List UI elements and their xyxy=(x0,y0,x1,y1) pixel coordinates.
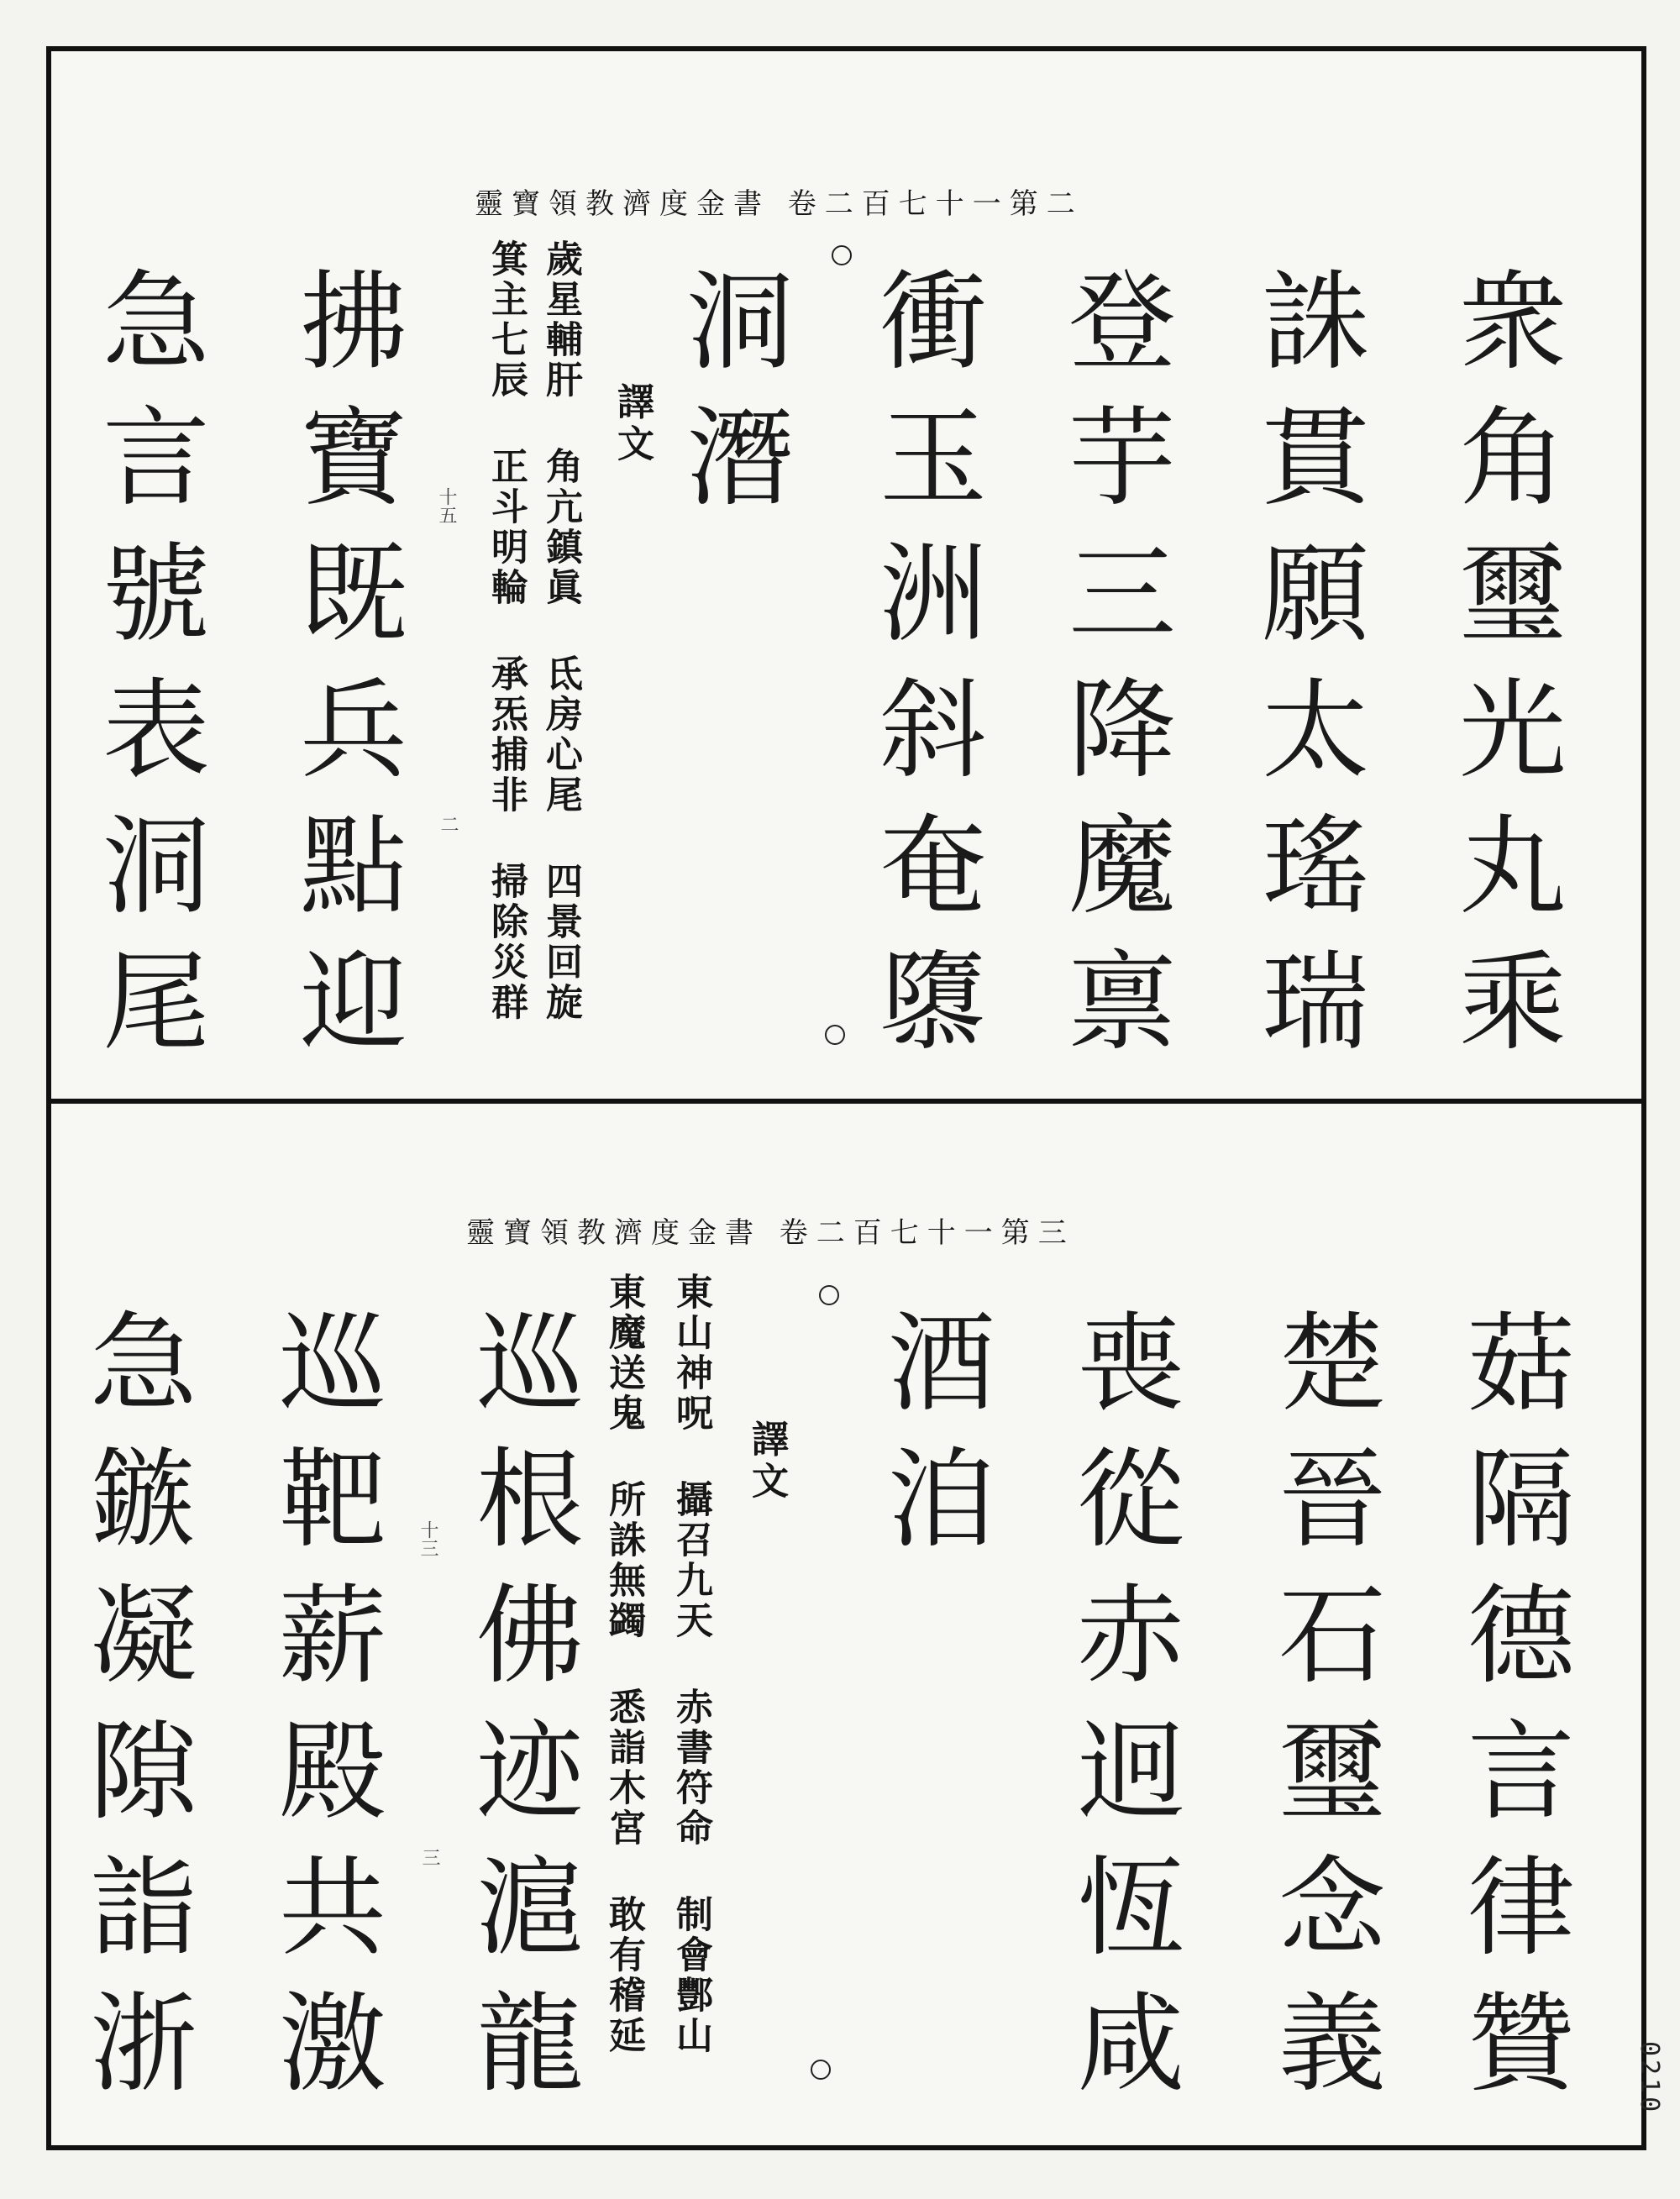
seal-column: 衆角璽光丸乘 xyxy=(1441,265,1566,1081)
page-number: 0210 xyxy=(1635,2041,1664,2116)
translation-column: 箕主七辰 正斗明輪 承炁捕非 掃除災群 xyxy=(485,239,528,1023)
marker-circle xyxy=(825,1025,845,1045)
seal-column: 急言號表洞尾 xyxy=(84,265,209,1081)
marker-circle xyxy=(811,2060,831,2080)
translation-column: 東魔送鬼 所誅無蠲 悉詣木宮 敢有稽延 xyxy=(602,1273,645,2056)
seal-column: 楚晉石璽念義 xyxy=(1260,1306,1385,2123)
marker-circle xyxy=(832,245,852,265)
panel-header: 靈寶領教濟度金書 卷二百七十一第二 xyxy=(475,187,1084,221)
translation-label: 譯文 xyxy=(611,382,654,466)
panel-divider xyxy=(46,1099,1646,1104)
seal-column: 巡根佛迹滬龍 xyxy=(458,1306,583,2123)
seal-column: 巡靶薪殿共激 xyxy=(260,1306,386,2123)
seal-column: 菇隔德言律贊 xyxy=(1449,1306,1574,2123)
panel-header: 靈寶領教濟度金書 卷二百七十一第三 xyxy=(466,1216,1075,1250)
seal-column: 誅貫願太瑤瑞 xyxy=(1243,265,1368,1081)
seal-column: 登芋三降魔禀 xyxy=(1050,265,1175,1081)
translation-label: 譯文 xyxy=(745,1420,788,1504)
translation-column: 歲星輔肝 角亢鎮眞 氐房心尾 四景回旋 xyxy=(539,239,582,1023)
seal-column: 酒洎 xyxy=(869,1306,995,1578)
margin-note: 二 xyxy=(438,815,459,833)
margin-note: 十三 xyxy=(417,1520,438,1557)
seal-column: 喪從赤迥恆咸 xyxy=(1058,1306,1184,2123)
seal-column: 洞潛 xyxy=(668,265,793,537)
seal-column: 衝玉洲斜奄隳 xyxy=(861,265,986,1081)
margin-note: 三 xyxy=(419,1848,440,1866)
translation-column: 東山神呪 攝召九天 赤書符命 制會酆山 xyxy=(669,1273,712,2056)
margin-note: 十五 xyxy=(436,487,457,524)
seal-column: 拂寶既兵點迎 xyxy=(281,265,407,1081)
marker-circle xyxy=(819,1285,839,1305)
seal-column: 急鏃凝隙詣浙 xyxy=(71,1306,197,2123)
